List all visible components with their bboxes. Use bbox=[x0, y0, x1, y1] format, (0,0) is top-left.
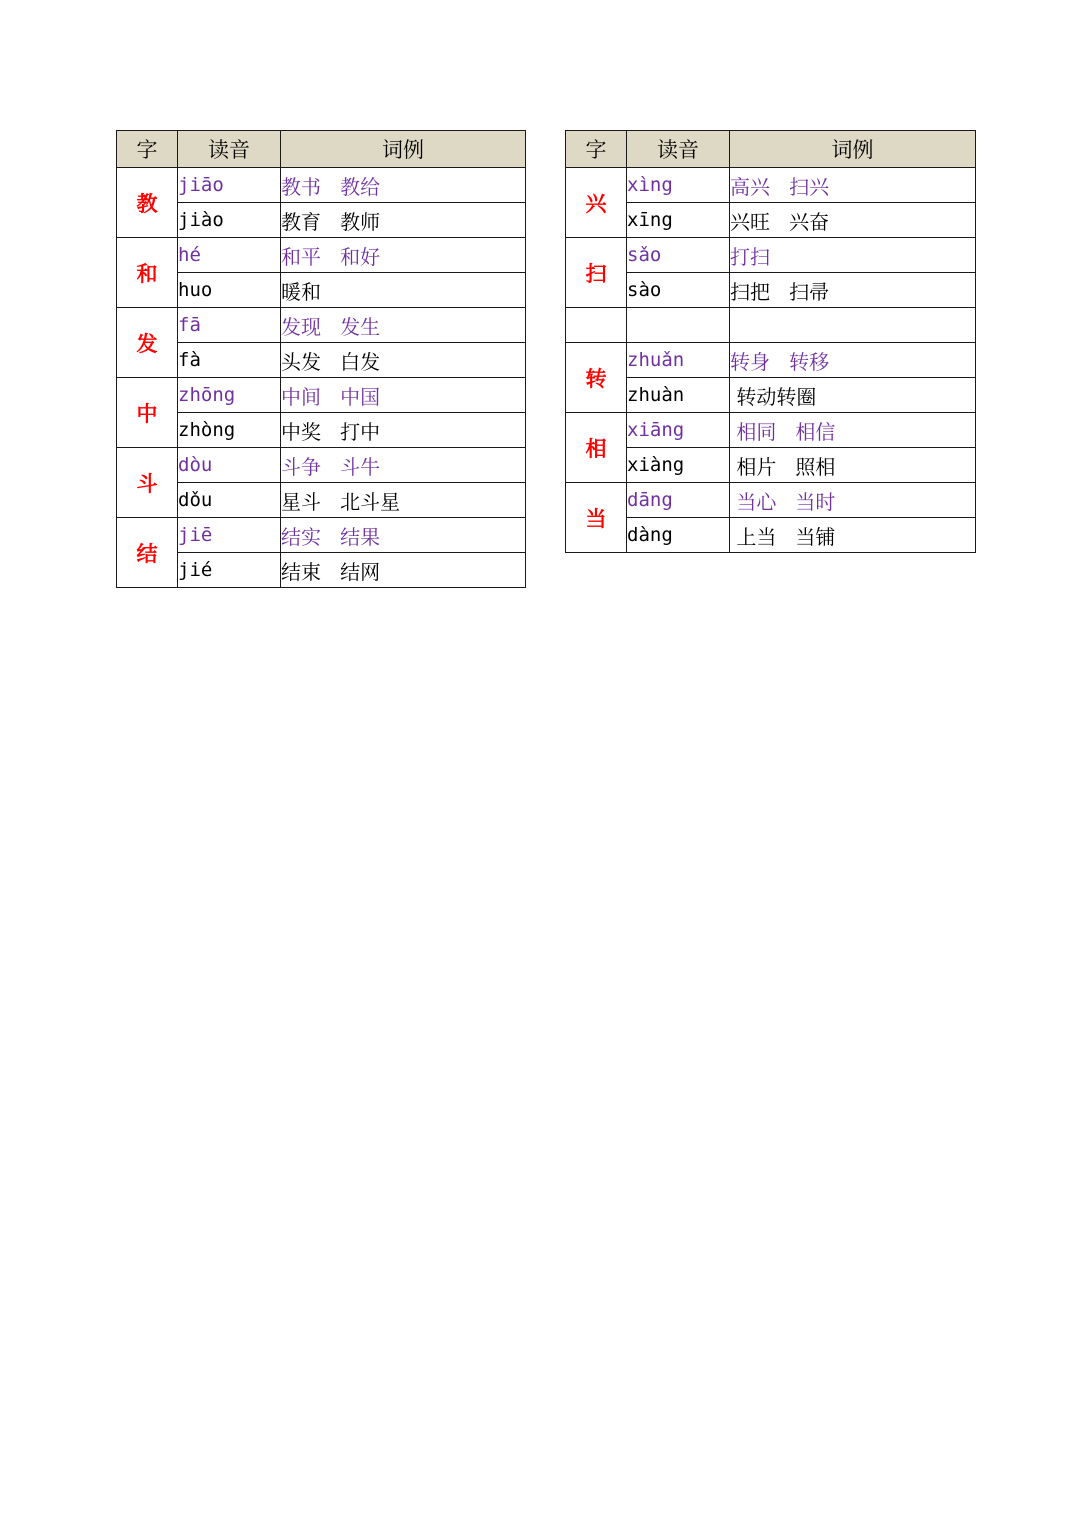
example-words-cell: 结束 结网 bbox=[281, 553, 526, 588]
header-reading: 读音 bbox=[627, 131, 730, 168]
table-row bbox=[566, 483, 976, 518]
table-row bbox=[566, 308, 976, 343]
character-cell: 和 bbox=[117, 238, 178, 308]
pinyin-cell: zhuǎn bbox=[627, 343, 730, 378]
table-row bbox=[117, 448, 526, 483]
example-words-cell: 兴旺 兴奋 bbox=[730, 203, 976, 238]
header-char: 字 bbox=[566, 131, 627, 168]
example-words-cell: 相同 相信 bbox=[730, 413, 976, 448]
character-cell: 转 bbox=[566, 343, 627, 413]
table-row bbox=[566, 413, 976, 448]
example-words-cell bbox=[730, 308, 976, 343]
example-words-cell: 上当 当铺 bbox=[730, 518, 976, 553]
example-words-cell: 中间 中国 bbox=[281, 378, 526, 413]
table-row bbox=[566, 273, 976, 308]
character-cell: 兴 bbox=[566, 168, 627, 238]
table-row bbox=[566, 378, 976, 413]
example-words-cell: 转动转圈 bbox=[730, 378, 976, 413]
pinyin-cell: zhuàn bbox=[627, 378, 730, 413]
character-cell: 斗 bbox=[117, 448, 178, 518]
example-words-cell: 教书 教给 bbox=[281, 168, 526, 203]
pinyin-cell: dāng bbox=[627, 483, 730, 518]
pinyin-cell: dǒu bbox=[178, 483, 281, 518]
table-row bbox=[566, 168, 976, 203]
table-row bbox=[117, 413, 526, 448]
header-examples: 词例 bbox=[730, 131, 976, 168]
pinyin-cell: dòu bbox=[178, 448, 281, 483]
table-row bbox=[566, 343, 976, 378]
example-words-cell: 结实 结果 bbox=[281, 518, 526, 553]
table-row bbox=[117, 343, 526, 378]
example-words-cell: 教育 教师 bbox=[281, 203, 526, 238]
example-words-cell: 斗争 斗牛 bbox=[281, 448, 526, 483]
table-row bbox=[117, 308, 526, 343]
character-cell: 中 bbox=[117, 378, 178, 448]
pinyin-cell: fà bbox=[178, 343, 281, 378]
table-row bbox=[117, 378, 526, 413]
table-row bbox=[117, 273, 526, 308]
pinyin-cell: fā bbox=[178, 308, 281, 343]
pinyin-cell: zhōng bbox=[178, 378, 281, 413]
character-cell: 发 bbox=[117, 308, 178, 378]
character-cell: 扫 bbox=[566, 238, 627, 308]
example-words-cell: 头发 白发 bbox=[281, 343, 526, 378]
table-row bbox=[566, 518, 976, 553]
example-words-cell: 发现 发生 bbox=[281, 308, 526, 343]
pinyin-cell: huo bbox=[178, 273, 281, 308]
pinyin-cell: jiào bbox=[178, 203, 281, 238]
table-row bbox=[117, 518, 526, 553]
table-row bbox=[117, 483, 526, 518]
table-row bbox=[117, 168, 526, 203]
pinyin-cell bbox=[627, 308, 730, 343]
header-char: 字 bbox=[117, 131, 178, 168]
character-cell: 当 bbox=[566, 483, 627, 553]
character-cell: 结 bbox=[117, 518, 178, 588]
pinyin-cell: xīng bbox=[627, 203, 730, 238]
table-body bbox=[117, 168, 526, 588]
polyphone-table-right bbox=[565, 130, 976, 553]
example-words-cell: 星斗 北斗星 bbox=[281, 483, 526, 518]
character-cell bbox=[566, 308, 627, 343]
header-reading: 读音 bbox=[178, 131, 281, 168]
example-words-cell: 高兴 扫兴 bbox=[730, 168, 976, 203]
pinyin-cell: hé bbox=[178, 238, 281, 273]
pinyin-cell: sǎo bbox=[627, 238, 730, 273]
example-words-cell: 暖和 bbox=[281, 273, 526, 308]
example-words-cell: 当心 当时 bbox=[730, 483, 976, 518]
pinyin-cell: jiē bbox=[178, 518, 281, 553]
pinyin-cell: xiàng bbox=[627, 448, 730, 483]
table-row bbox=[117, 553, 526, 588]
table-row bbox=[117, 238, 526, 273]
character-cell: 教 bbox=[117, 168, 178, 238]
example-words-cell: 打扫 bbox=[730, 238, 976, 273]
pinyin-cell: zhòng bbox=[178, 413, 281, 448]
example-words-cell: 和平 和好 bbox=[281, 238, 526, 273]
table-body bbox=[566, 168, 976, 553]
example-words-cell: 相片 照相 bbox=[730, 448, 976, 483]
header-row bbox=[117, 131, 526, 168]
character-cell: 相 bbox=[566, 413, 627, 483]
header-examples: 词例 bbox=[281, 131, 526, 168]
example-words-cell: 中奖 打中 bbox=[281, 413, 526, 448]
pinyin-cell: jié bbox=[178, 553, 281, 588]
header-row bbox=[566, 131, 976, 168]
pinyin-cell: xiāng bbox=[627, 413, 730, 448]
pinyin-cell: dàng bbox=[627, 518, 730, 553]
pinyin-cell: sào bbox=[627, 273, 730, 308]
table-row bbox=[117, 203, 526, 238]
example-words-cell: 转身 转移 bbox=[730, 343, 976, 378]
example-words-cell: 扫把 扫帚 bbox=[730, 273, 976, 308]
pinyin-cell: jiāo bbox=[178, 168, 281, 203]
table-row bbox=[566, 203, 976, 238]
polyphone-table-left bbox=[116, 130, 526, 588]
pinyin-cell: xìng bbox=[627, 168, 730, 203]
table-row bbox=[566, 448, 976, 483]
table-row bbox=[566, 238, 976, 273]
